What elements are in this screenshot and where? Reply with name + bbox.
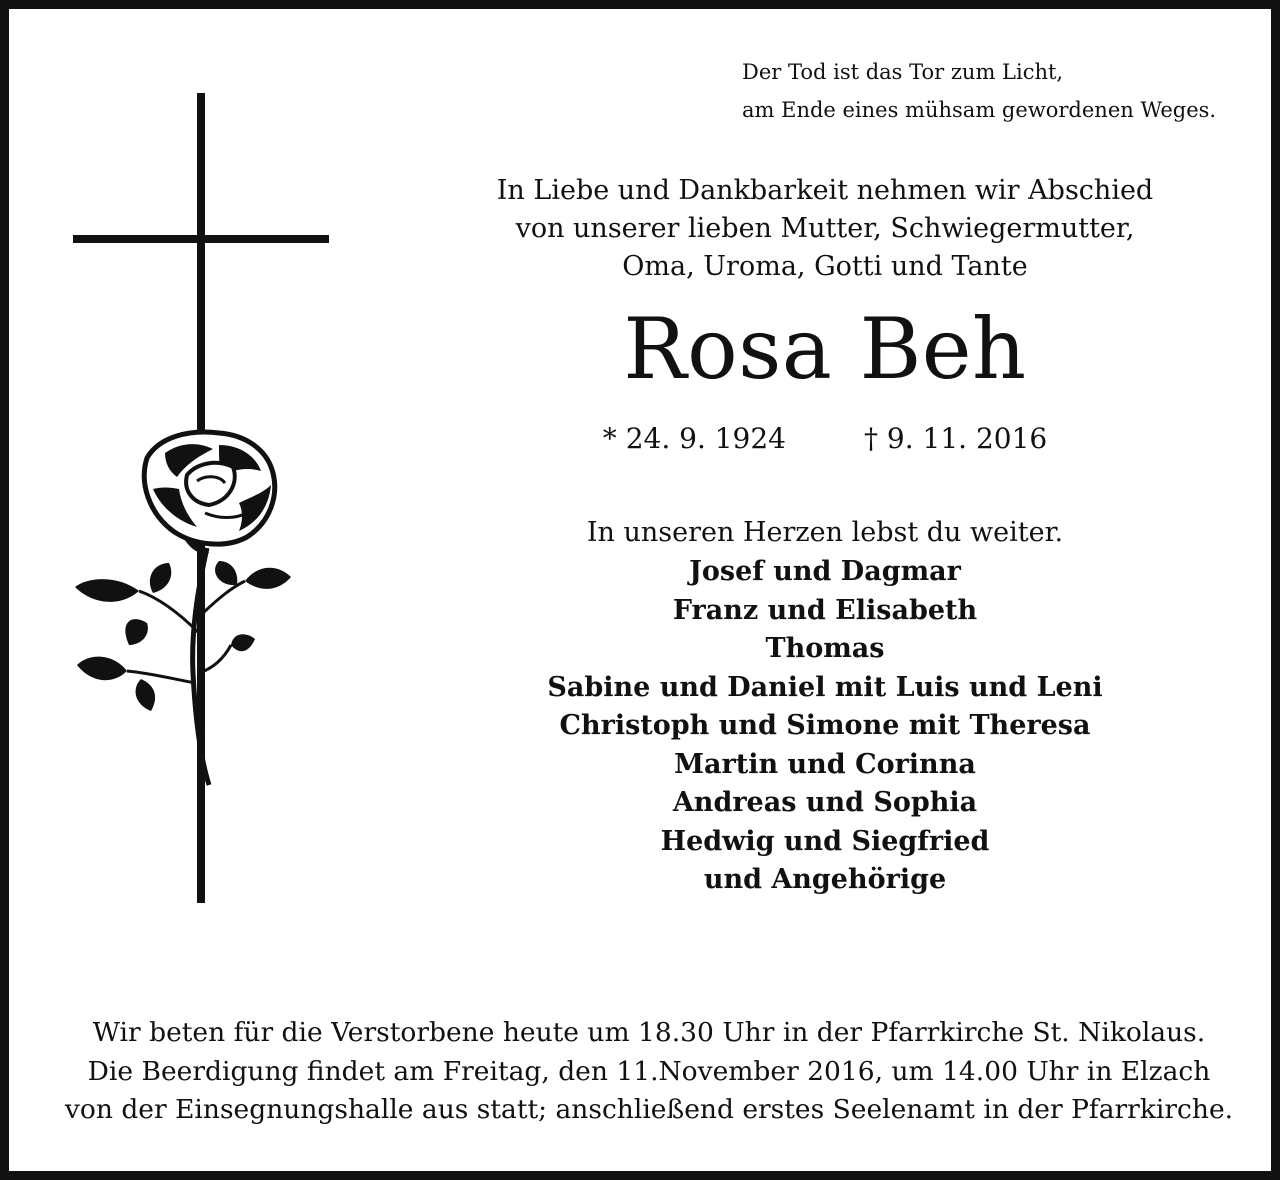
mourner-entry: Hedwig und Siegfried (660, 825, 990, 857)
motto-line-1: Der Tod ist das Tor zum Licht, (742, 60, 1064, 84)
deceased-name: Rosa Beh (623, 300, 1027, 398)
rose-icon (75, 432, 291, 785)
life-dates (429, 419, 1221, 459)
service-line-2: Die Beerdigung findet am Freitag, den 11.November 2016, um 14.00 Uhr in Elzach (87, 1055, 1211, 1087)
cross-with-rose (69, 93, 339, 905)
death-date: † 9. 11. 2016 (864, 422, 1048, 455)
mourner-entry: Andreas und Sophia (672, 787, 978, 818)
intro-line-2: von unserer lieben Mutter, Schwiegermutter, (515, 213, 1135, 244)
service-line-1: Wir beten für die Verstorbene heute um 18.30 Uhr in der Pfarrkirche St. Nikolaus. (92, 1017, 1206, 1048)
mourner-entry: Christoph und Simone mit Theresa (559, 710, 1091, 741)
farewell-line: In unseren Herzen lebst du weiter. (586, 517, 1064, 548)
intro-line-1: In Liebe und Dankbarkeit nehmen wir Abschied (496, 175, 1154, 206)
mourner-entry: Josef und Dagmar (689, 556, 961, 587)
intro-line-3: Oma, Uroma, Gotti und Tante (622, 251, 1028, 282)
service-line-3: von der Einsegnungshalle aus statt; anschließend erstes Seelenamt in der Pfarrkirche. (64, 1094, 1234, 1125)
mourner-entry: Franz und Elisabeth (672, 594, 978, 626)
motto-line-2: am Ende eines mühsam gewordenen Weges. (742, 98, 1217, 122)
mourner-entry: Sabine und Daniel mit Luis und Leni (547, 671, 1103, 703)
service-details (39, 1014, 1259, 1130)
mourners-list (429, 553, 1221, 900)
birth-date: * 24. 9. 1924 (602, 422, 786, 455)
mourner-entry: Martin und Corinna (674, 748, 976, 780)
mourner-entry: und Angehörige (703, 864, 947, 895)
intro-text (429, 172, 1221, 286)
motto-quote (742, 53, 1216, 129)
mourner-entry: Thomas (765, 633, 885, 664)
